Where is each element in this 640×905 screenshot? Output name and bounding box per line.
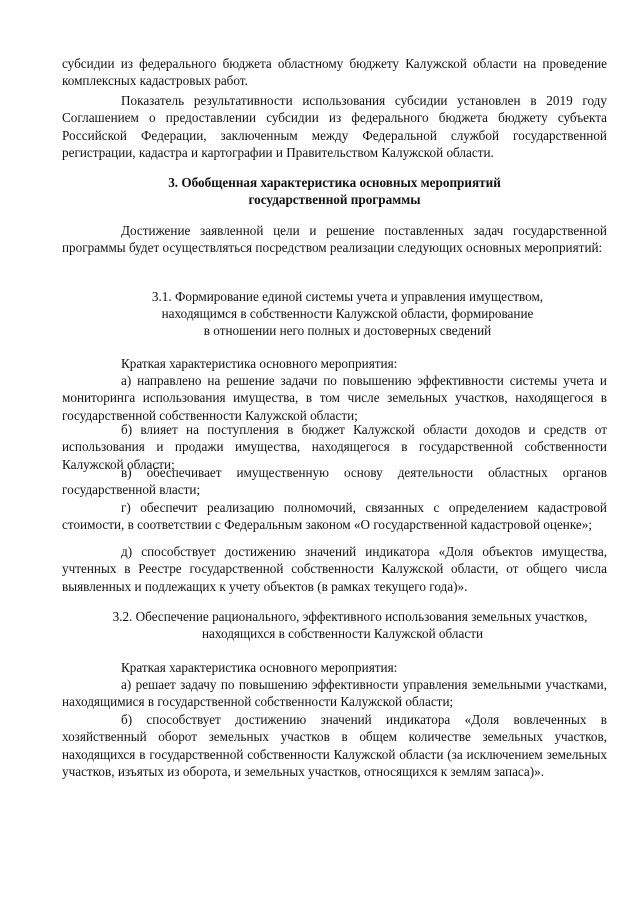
measure-3-1-item-b: б) влияет на поступления в бюджет Калужской области доходов и средств от использования и продажи имущества, находящегося в государственной собственности Калужской области; xyxy=(62,422,607,472)
intro-paragraph-1: субсидии из федерального бюджета областному бюджету Калужской области на проведение комплексных кадастровых работ. xyxy=(62,56,607,89)
measure-3-2-item-a: а) решает задачу по повышению эффективности управления земельными участками, находящимися в государственной собственности Калужской области; xyxy=(62,677,607,710)
measure-3-1-title-line-2: находящимся в собственности Калужской области, формирование xyxy=(161,306,534,321)
measure-3-1-item-v-line-1: в) обеспечивает имущественную основу деятельности областных органов xyxy=(121,465,607,480)
section-3-intro: Достижение заявленной цели и решение поставленных задач государственной программы будет осуществляться посредством реализации следующих основных мероприятий: xyxy=(62,223,607,256)
measure-3-1-title-line-1: 3.1. Формирование единой системы учета и управления имуществом, xyxy=(151,289,544,304)
section-3-heading-line-2: государственной программы xyxy=(248,192,421,207)
measure-3-2-lead: Краткая характеристика основного мероприятия: xyxy=(121,660,398,675)
measure-3-1-item-a: а) направлено на решение задачи по повышению эффективности системы учета и мониторинга использования имущества, в том числе земельных участков, находящегося в государственной собственности Калужской области; xyxy=(62,373,607,423)
measure-3-2-title-line-1: 3.2. Обеспечение рационального, эффективного использования земельных участков, xyxy=(112,609,588,624)
measure-3-1-item-d: д) способствует достижению значений индикатора «Доля объектов имущества, учтенных в Реестре государственной собственности Калужской области, от общего числа выявленных и подлежащих к учету объектов (в рамках текущего года)». xyxy=(62,544,607,594)
measure-3-1-title-line-3: в отношении него полных и достоверных сведений xyxy=(203,323,492,338)
measure-3-1-lead: Краткая характеристика основного мероприятия: xyxy=(121,356,398,371)
measure-3-2-item-b: б) способствует достижению значений индикатора «Доля вовлеченных в хозяйственный оборот земельных участков в общем количестве земельных участков, находящихся в государственной собственности Калужской области (за исключением земельных участков, изъятых из оборота, и земельных участков, относящихся к землям запаса)». xyxy=(62,712,607,779)
measure-3-1-item-g: г) обеспечит реализацию полномочий, связанных с определением кадастровой стоимости, в соответствии с Федеральным законом «О государственной кадастровой оценке»; xyxy=(62,500,607,533)
measure-3-1-item-v-line-2: государственной власти; xyxy=(62,482,201,497)
section-3-heading-line-1: 3. Обобщенная характеристика основных мероприятий xyxy=(168,175,501,190)
measure-3-2-title-line-2: находящихся в собственности Калужской области xyxy=(201,626,484,641)
intro-paragraph-2: Показатель результативности использования субсидии установлен в 2019 году Соглашением о предоставлении субсидии из федерального бюджета бюджету субъекта Российской Федерации, заключенным между Федеральной службой государственной регистрации, кадастра и картографии и Правительством Калужской области. xyxy=(62,93,607,160)
